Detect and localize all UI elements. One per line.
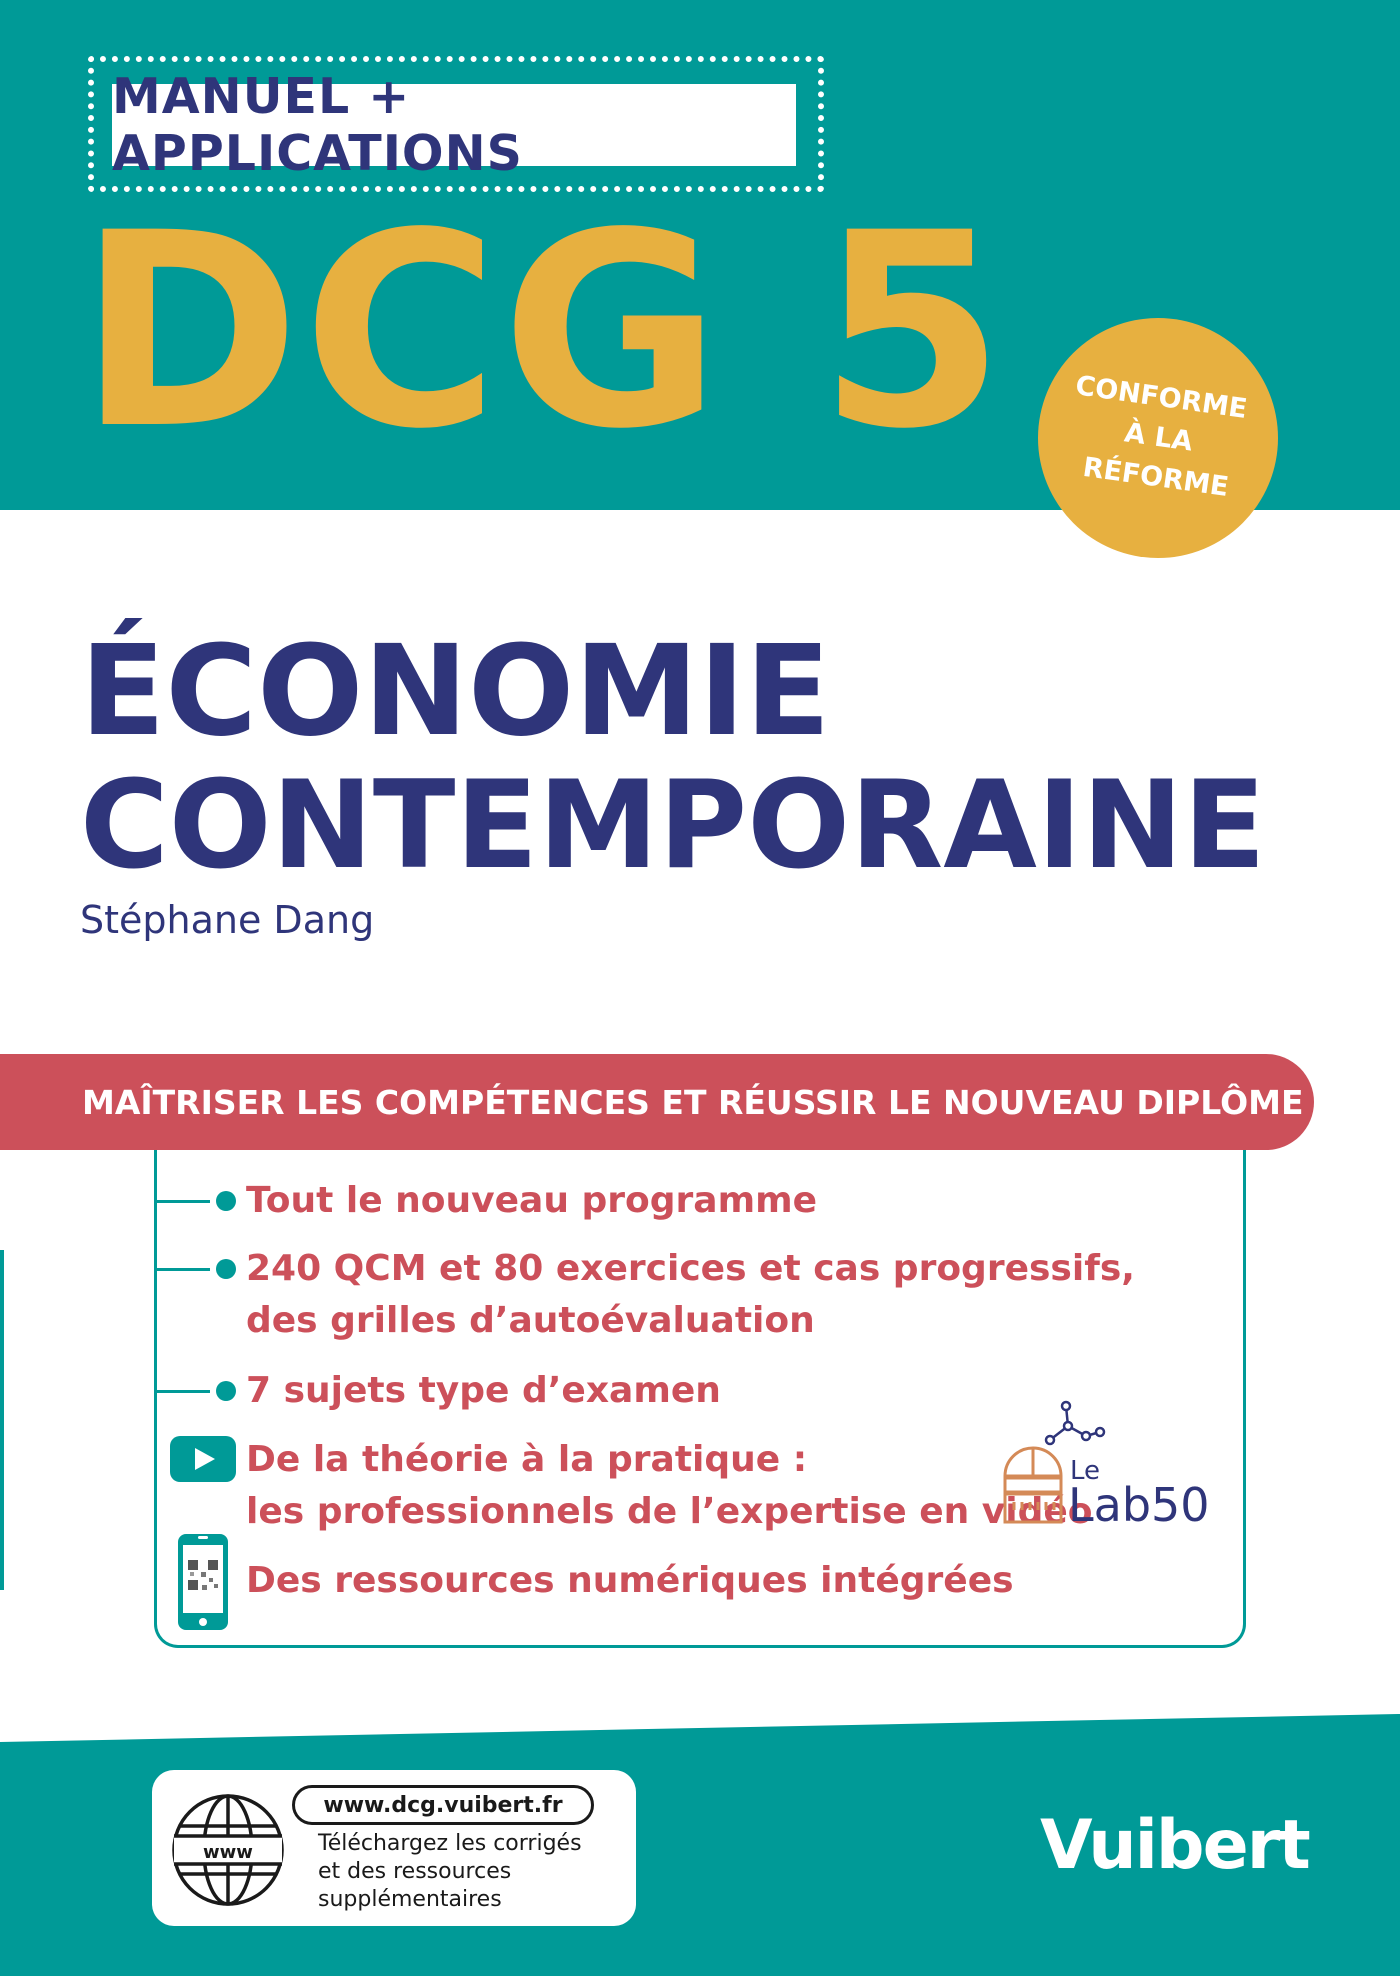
bullet-dot-icon [216,1381,236,1401]
feature-2-line-2: des grilles d’autoévaluation [246,1300,815,1341]
website-line-3: supplémentaires [318,1887,502,1912]
feature-item-3 [246,1365,721,1417]
feature-5-line-1: Des ressources numériques intégrées [246,1560,1014,1601]
reform-seal [1038,318,1278,558]
lab50-prefix: Le [1070,1456,1101,1486]
publisher-logo: Vuibert [1040,1806,1309,1885]
feature-item-4 [246,1434,1093,1538]
lab50-name: Lab50 [1068,1478,1210,1532]
website-description [318,1830,628,1914]
feature-connector [154,1200,210,1203]
feature-connector [154,1268,210,1271]
author-name: Stéphane Dang [80,898,375,942]
seal-line-2: À LA [1122,417,1195,458]
video-play-icon [170,1436,236,1482]
tagline-ribbon: MAÎTRISER LES COMPÉTENCES ET RÉUSSIR LE NOUVEAU DIPLÔME [0,1054,1314,1150]
feature-connector [154,1390,210,1393]
feature-4-line-1: De la théorie à la pratique : [246,1439,808,1480]
series-title: DCG 5 [78,176,1007,488]
seal-line-1: CONFORME [1073,370,1249,425]
website-url[interactable]: www.dcg.vuibert.fr [292,1785,594,1825]
globe-label: www [203,1842,253,1863]
globe-icon [170,1792,286,1908]
feature-3-line-1: 7 sujets type d’examen [246,1370,721,1411]
feature-2-line-1: 240 QCM et 80 exercices et cas progressifs, [246,1248,1135,1289]
website-line-2: et des ressources [318,1859,512,1884]
feature-1-line-1: Tout le nouveau programme [246,1180,818,1221]
book-title-line-2: CONTEMPORAINE [80,755,1266,896]
smartphone-qr-icon [176,1532,230,1632]
seal-line-3: RÉFORME [1080,451,1231,503]
book-title-line-1: ÉCONOMIE [80,619,831,764]
feature-item-5 [246,1555,1014,1607]
bullet-dot-icon [216,1259,236,1279]
bullet-dot-icon [216,1191,236,1211]
left-edge-line [0,1250,4,1590]
feature-item-1 [246,1175,817,1227]
website-line-1: Téléchargez les corrigés [318,1831,582,1856]
feature-4-line-2: les professionnels de l’expertise en vidéo [246,1491,1093,1532]
series-badge: MANUEL + APPLICATIONS [112,84,796,166]
feature-item-2 [246,1243,1135,1347]
